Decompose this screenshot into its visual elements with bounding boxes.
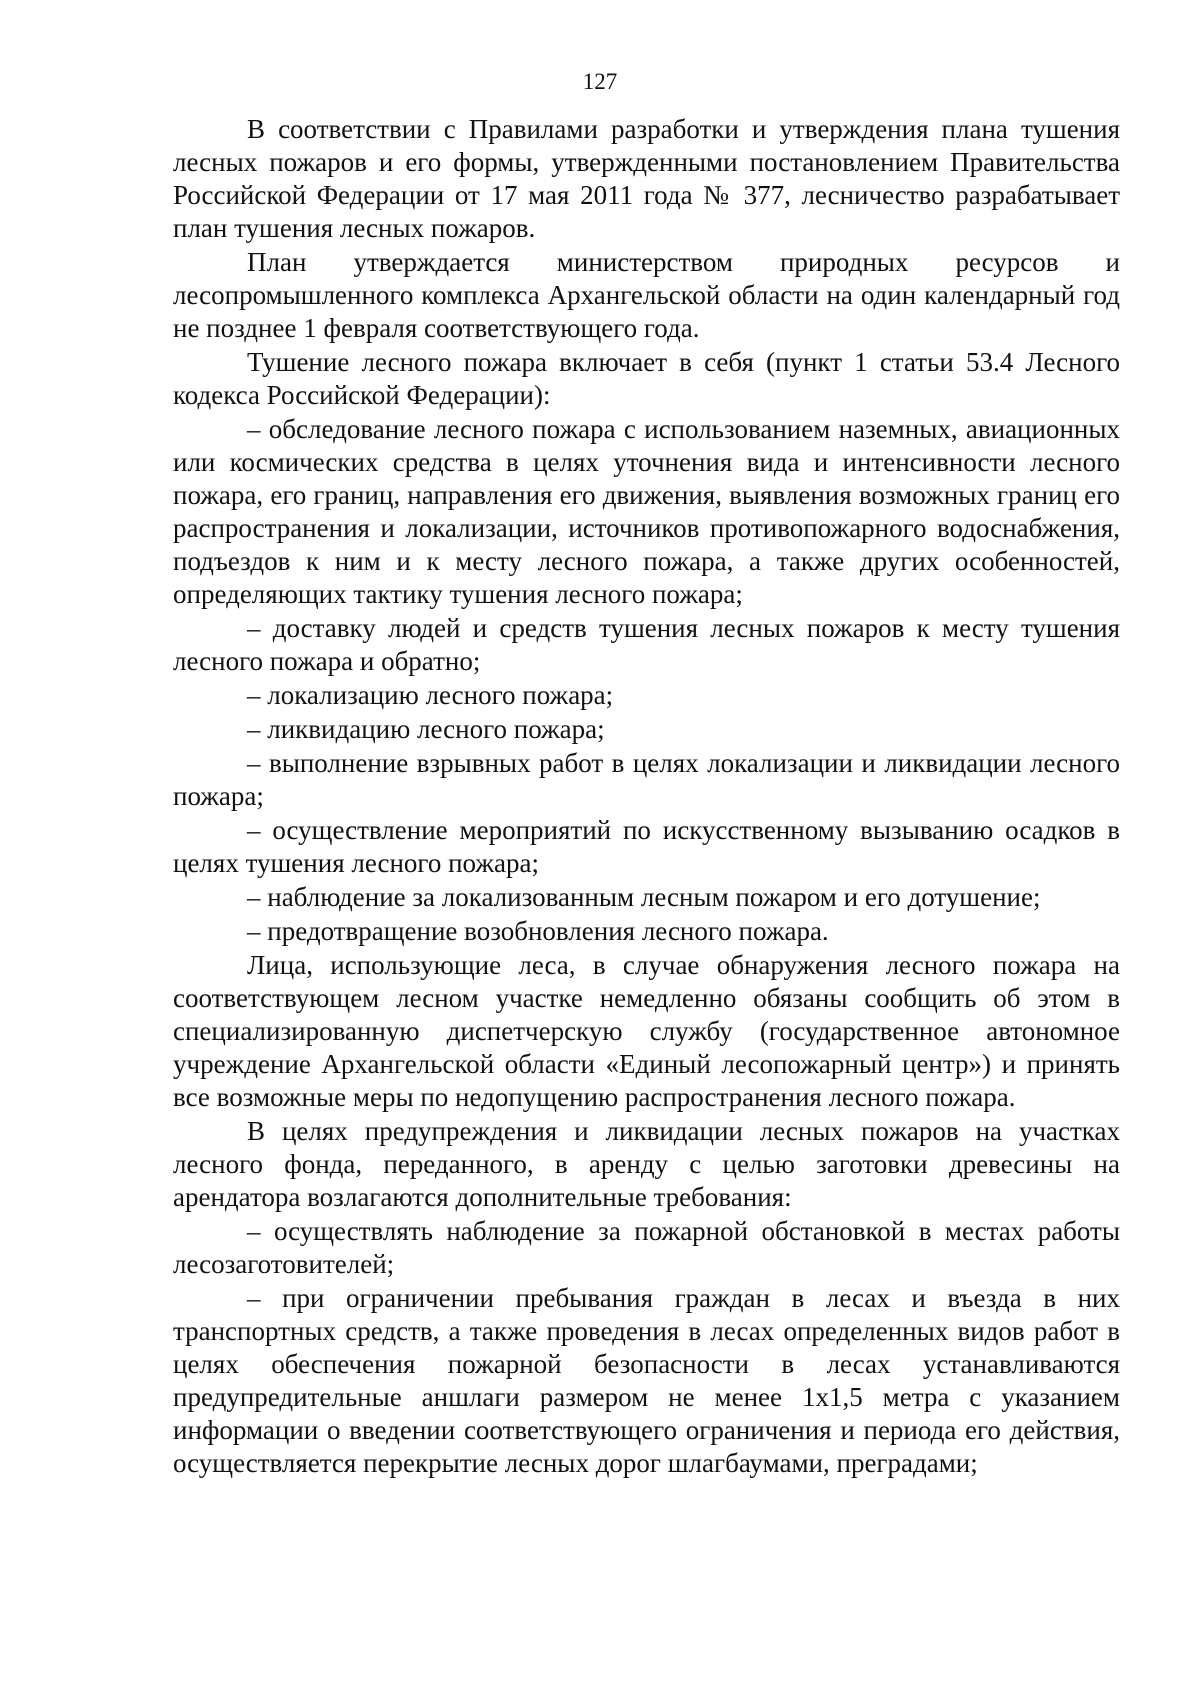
- list-item-localization: – локализацию лесного пожара;: [247, 680, 614, 710]
- page-number: 127: [582, 69, 618, 94]
- list-item-fire-survey: – обследование лесного пожара с использованием наземных, авиационных или космических средства в целях уточнения вида и интенсивности лесного пожара, его границ, направления его движения, выявления возможных границ его распространения и локализации, источников противопожарного водоснабжения, подъездов к ним и к месту лесного пожара, а также других особенностей, определяющих тактику тушения лесного пожара;: [173, 414, 1120, 609]
- list-item-liquidation: – ликвидацию лесного пожара;: [247, 714, 605, 744]
- list-item-monitoring: – наблюдение за локализованным лесным пожаром и его дотушение;: [247, 882, 1041, 912]
- list-item-artificial-precipitation: – осуществление мероприятий по искусственному вызыванию осадков в целях тушения лесного пожара;: [173, 815, 1120, 878]
- paragraph-fire-plan-rules: В соответствии с Правилами разработки и утверждения плана тушения лесных пожаров и его формы, утвержденными постановлением Правительства Российской Федерации от 17 мая 2011 года № 377, лесничество разрабатывает план тушения лесных пожаров.: [173, 114, 1120, 243]
- list-item-fire-observation: – осуществлять наблюдение за пожарной обстановкой в местах работы лесозаготовителей;: [173, 1216, 1120, 1279]
- paragraph-lease-requirements: В целях предупреждения и ликвидации лесных пожаров на участках лесного фонда, переданного, в аренду с целью заготовки древесины на арендатора возлагаются дополнительные требования:: [173, 1116, 1120, 1212]
- paragraph-plan-approval: План утверждается министерством природных ресурсов и лесопромышленного комплекса Архангельской области на один календарный год не позднее 1 февраля соответствующего года.: [173, 247, 1120, 343]
- paragraph-fire-suppression-definition: Тушение лесного пожара включает в себя (пункт 1 статьи 53.4 Лесного кодекса Российской Федерации):: [173, 347, 1120, 410]
- paragraph-forest-users-duty: Лица, использующие леса, в случае обнаружения лесного пожара на соответствующем лесном участке немедленно обязаны сообщить об этом в специализированную диспетчерскую службу (государственное автономное учреждение Архангельской области «Единый лесопожарный центр») и принять все возможные меры по недопущению распространения лесного пожара.: [173, 950, 1120, 1112]
- list-item-warning-signs: – при ограничении пребывания граждан в лесах и въезда в них транспортных средств, а также проведения в лесах определенных видов работ в целях обеспечения пожарной безопасности в лесах устанавливаются предупредительные аншлаги размером не менее 1х1,5 метра с указанием информации о введении соответствующего ограничения и периода его действия, осуществляется перекрытие лесных дорог шлагбаумами, преградами;: [173, 1283, 1120, 1478]
- list-item-delivery: – доставку людей и средств тушения лесных пожаров к месту тушения лесного пожара и обратно;: [173, 613, 1120, 676]
- document-body: [173, 113, 1120, 1480]
- list-item-blasting: – выполнение взрывных работ в целях локализации и ликвидации лесного пожара;: [173, 748, 1120, 811]
- list-item-prevent-reignition: – предотвращение возобновления лесного пожара.: [247, 916, 829, 946]
